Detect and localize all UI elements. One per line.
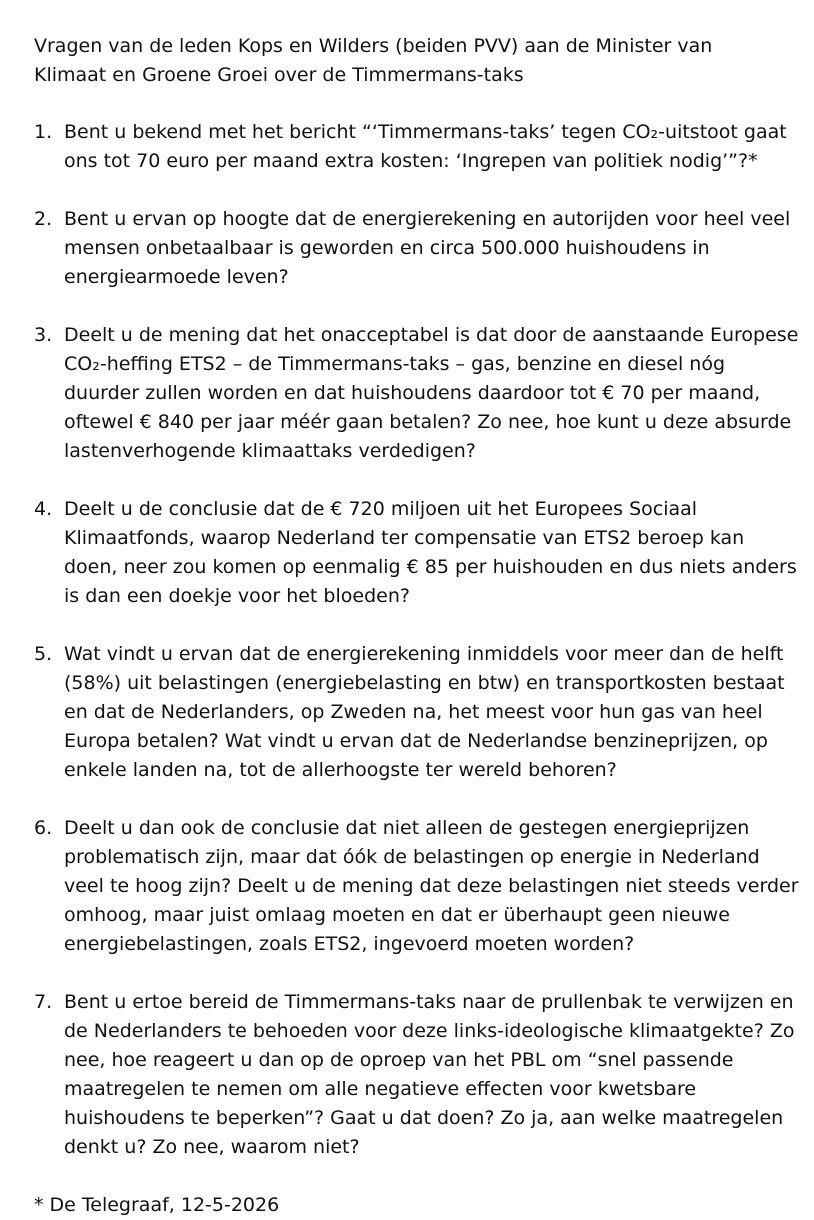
question-item	[34, 988, 799, 1162]
question-text: Wat vindt u ervan dat de energierekening inmiddels voor meer dan de helft (58%) uit belastingen (energiebelasting en btw) en transportkosten bestaat en dat de Nederlanders, op Zweden na, het meest voor hun gas van heel Europa betalen? Wat vindt u ervan dat de Nederlandse benzineprijzen, op enkele landen na, tot de allerhoogste ter wereld behoren?	[64, 643, 785, 781]
question-number: 2.	[34, 208, 53, 230]
question-number: 1.	[34, 121, 53, 143]
question-number: 3.	[34, 324, 53, 346]
question-text: Deelt u de conclusie dat de € 720 miljoen uit het Europees Sociaal Klimaatfonds, waarop Nederland ter compensatie van ETS2 beroep kan doen, neer zou komen op eenmalig € 85 per huishouden en dus niets anders is dan een doekje voor het bloeden?	[64, 498, 797, 607]
questions-list	[34, 118, 799, 1162]
question-item	[34, 640, 799, 785]
question-item	[34, 321, 799, 466]
question-item	[34, 205, 799, 292]
question-number: 6.	[34, 817, 53, 839]
question-text: Deelt u de mening dat het onacceptabel is dat door de aanstaande Europese CO₂-heffing ETS2 – de Timmermans-taks – gas, benzine en diesel nóg duurder zullen worden en dat huishoudens daardoor tot € 70 per maand, oftewel € 840 per jaar méér gaan betalen? Zo nee, hoe kunt u deze absurde lastenverhogende klimaattaks verdedigen?	[64, 324, 799, 462]
question-text: Bent u ertoe bereid de Timmermans-taks naar de prullenbak te verwijzen en de Nederlanders te behoeden voor deze links-ideologische klimaatgekte? Zo nee, hoe reageert u dan op de oproep van het PBL om “snel passende maatregelen te nemen om alle negatieve effecten voor kwetsbare huishoudens te beperken”? Gaat u dat doen? Zo ja, aan welke maatregelen denkt u? Zo nee, waarom niet?	[64, 991, 795, 1158]
question-number: 4.	[34, 498, 53, 520]
question-number: 5.	[34, 643, 53, 665]
question-item	[34, 814, 799, 959]
footnote: * De Telegraaf, 12-5-2026	[34, 1194, 280, 1216]
question-item	[34, 495, 799, 611]
question-text: Deelt u dan ook de conclusie dat niet alleen de gestegen energieprijzen problematisch zijn, maar dat óók de belastingen op energie in Nederland veel te hoog zijn? Deelt u de mening dat deze belastingen niet steeds verder omhoog, maar juist omlaag moeten en dat er überhaupt geen nieuwe energiebelastingen, zoals ETS2, ingevoerd moeten worden?	[64, 817, 799, 955]
question-text: Bent u ervan op hoogte dat de energierekening en autorijden voor heel veel mensen onbetaalbaar is geworden en circa 500.000 huishoudens in energiearmoede leven?	[64, 208, 791, 288]
question-item	[34, 118, 799, 176]
question-text: Bent u bekend met het bericht “‘Timmermans-taks’ tegen CO₂-uitstoot gaat ons tot 70 euro per maand extra kosten: ‘Ingrepen van politiek nodig’”?*	[64, 121, 787, 172]
document-intro: Vragen van de leden Kops en Wilders (beiden PVV) aan de Minister van Klimaat en Groene Groei over de Timmermans-taks	[34, 35, 713, 86]
question-number: 7.	[34, 991, 53, 1013]
